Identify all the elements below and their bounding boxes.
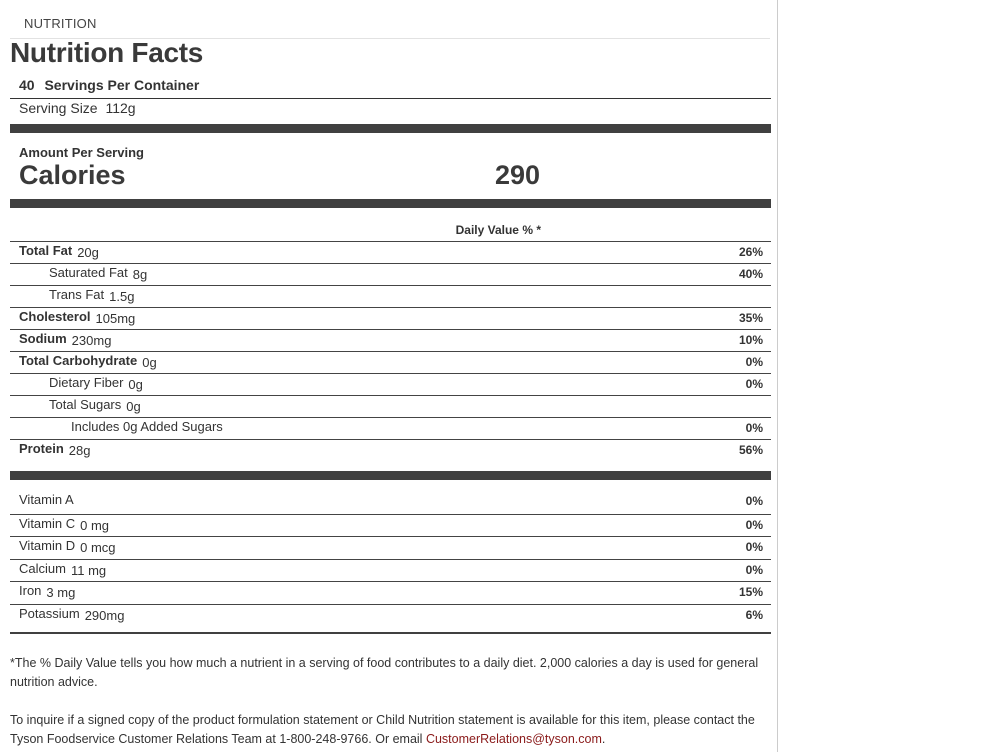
nutrient-label [49, 287, 134, 302]
nutrient-amount: 105mg [95, 311, 136, 326]
nutrient-name: Dietary Fiber [49, 375, 124, 390]
nutrient-name: Vitamin D [19, 538, 76, 554]
daily-value-footnote: *The % Daily Value tells you how much a nutrient in a serving of food contributes to a daily diet. 2,000 calories a day is used for general nutrition advice. [10, 656, 759, 689]
nutrient-name: Trans Fat [49, 287, 105, 302]
nutrient-label [19, 309, 135, 324]
nutrient-label [19, 243, 99, 258]
nutrient-amount: 0g [128, 377, 143, 392]
nutrient-row [10, 307, 771, 329]
serving-size-label: Serving Size [19, 100, 98, 116]
contact-email-link[interactable]: CustomerRelations@tyson.com [425, 732, 602, 746]
daily-value-percent: 0% [745, 355, 763, 369]
daily-value-percent: 15% [738, 585, 763, 600]
nutrient-label [19, 583, 76, 601]
nutrient-label [19, 331, 111, 346]
section-label: NUTRITION [24, 16, 97, 31]
nutrient-name: Potassium [19, 605, 80, 621]
daily-value-header: Daily Value % * [455, 223, 541, 237]
nutrient-row [10, 604, 771, 627]
divider [10, 98, 771, 99]
servings-count: 40 [19, 77, 35, 93]
nutrient-amount: 1.5g [109, 289, 135, 304]
nutrient-label [49, 397, 141, 412]
nutrient-label [19, 538, 116, 556]
calories-value: 290 [494, 160, 540, 190]
nutrient-name: Total Carbohydrate [19, 353, 138, 368]
nutrient-name: Saturated Fat [49, 265, 128, 280]
nutrient-label [49, 265, 147, 280]
nutrition-facts-title: Nutrition Facts [10, 37, 204, 68]
nutrient-row [10, 329, 771, 351]
bottom-divider [10, 632, 771, 634]
daily-value-percent: 40% [738, 267, 763, 281]
nutrient-label [19, 492, 74, 507]
nutrient-row [10, 417, 771, 439]
daily-value-percent: 0% [745, 494, 763, 508]
contact-end: . [601, 732, 606, 746]
nutrient-name: Vitamin C [19, 515, 76, 531]
nutrient-amount: 0g [142, 355, 157, 370]
nutrient-list [10, 241, 771, 461]
daily-value-percent: 0% [745, 540, 763, 555]
thick-divider [10, 471, 771, 480]
servings-per-container [19, 77, 199, 93]
daily-value-percent: 6% [745, 607, 763, 622]
nutrient-amount: 0 mg [80, 517, 110, 533]
nutrient-label [19, 441, 91, 456]
nutrient-name: Total Sugars [49, 397, 122, 412]
nutrient-row [10, 241, 771, 263]
nutrient-amount: 0g [126, 399, 141, 414]
nutrient-amount: 28g [68, 443, 91, 458]
daily-value-percent: 0% [745, 421, 763, 435]
nutrient-name: Vitamin A [19, 492, 74, 507]
nutrient-amount: 230mg [71, 333, 112, 348]
nutrient-row [10, 263, 771, 285]
nutrient-row [10, 514, 771, 537]
nutrient-row [10, 373, 771, 395]
nutrient-amount: 11 mg [70, 562, 107, 578]
amount-per-serving: Amount Per Serving [19, 145, 144, 160]
nutrient-row [10, 491, 771, 514]
nutrient-row [10, 395, 771, 417]
contact-text: To inquire if a signed copy of the product formulation statement or Child Nutrition statement is available for this item, please contact the Tyson Foodservice Customer Relations Team at 1-800-248-9766. Or email [10, 713, 755, 746]
nutrient-row [10, 285, 771, 307]
serving-size [19, 100, 136, 116]
nutrient-label [71, 419, 223, 434]
nutrient-amount: 20g [77, 245, 99, 260]
serving-size-value: 112g [105, 100, 136, 116]
nutrient-row [10, 536, 771, 559]
nutrient-amount: 3 mg [46, 585, 76, 601]
daily-value-percent: 10% [738, 333, 763, 347]
nutrient-name: Iron [19, 583, 42, 599]
thick-divider [10, 199, 771, 208]
daily-value-percent: 56% [738, 443, 763, 457]
nutrient-name: Cholesterol [19, 309, 91, 324]
contact-info [10, 711, 780, 749]
nutrient-amount: 0 mcg [80, 540, 116, 556]
nutrient-name: Includes 0g Added Sugars [71, 419, 223, 434]
nutrient-row [10, 351, 771, 373]
nutrient-name: Protein [19, 441, 64, 456]
nutrient-row [10, 559, 771, 582]
vitamin-list [10, 491, 771, 627]
daily-value-percent: 26% [738, 245, 763, 259]
nutrient-row [10, 439, 771, 461]
nutrient-amount: 8g [132, 267, 148, 282]
nutrient-label [19, 353, 157, 368]
calories-label: Calories [19, 160, 126, 190]
nutrient-label [19, 516, 109, 531]
nutrient-label [49, 375, 143, 390]
nutrient-name: Sodium [19, 331, 67, 346]
nutrient-name: Total Fat [19, 243, 73, 258]
servings-label: Servings Per Container [44, 77, 200, 93]
thick-divider [10, 124, 771, 133]
daily-value-percent: 35% [738, 311, 763, 325]
nutrient-row [10, 581, 771, 604]
nutrient-name: Calcium [19, 560, 66, 576]
daily-value-percent: 0% [745, 377, 763, 391]
nutrient-label [19, 561, 106, 576]
nutrient-amount: 290mg [84, 607, 125, 623]
nutrient-label [19, 606, 124, 621]
daily-value-percent: 0% [745, 517, 763, 532]
daily-value-percent: 0% [745, 562, 763, 577]
